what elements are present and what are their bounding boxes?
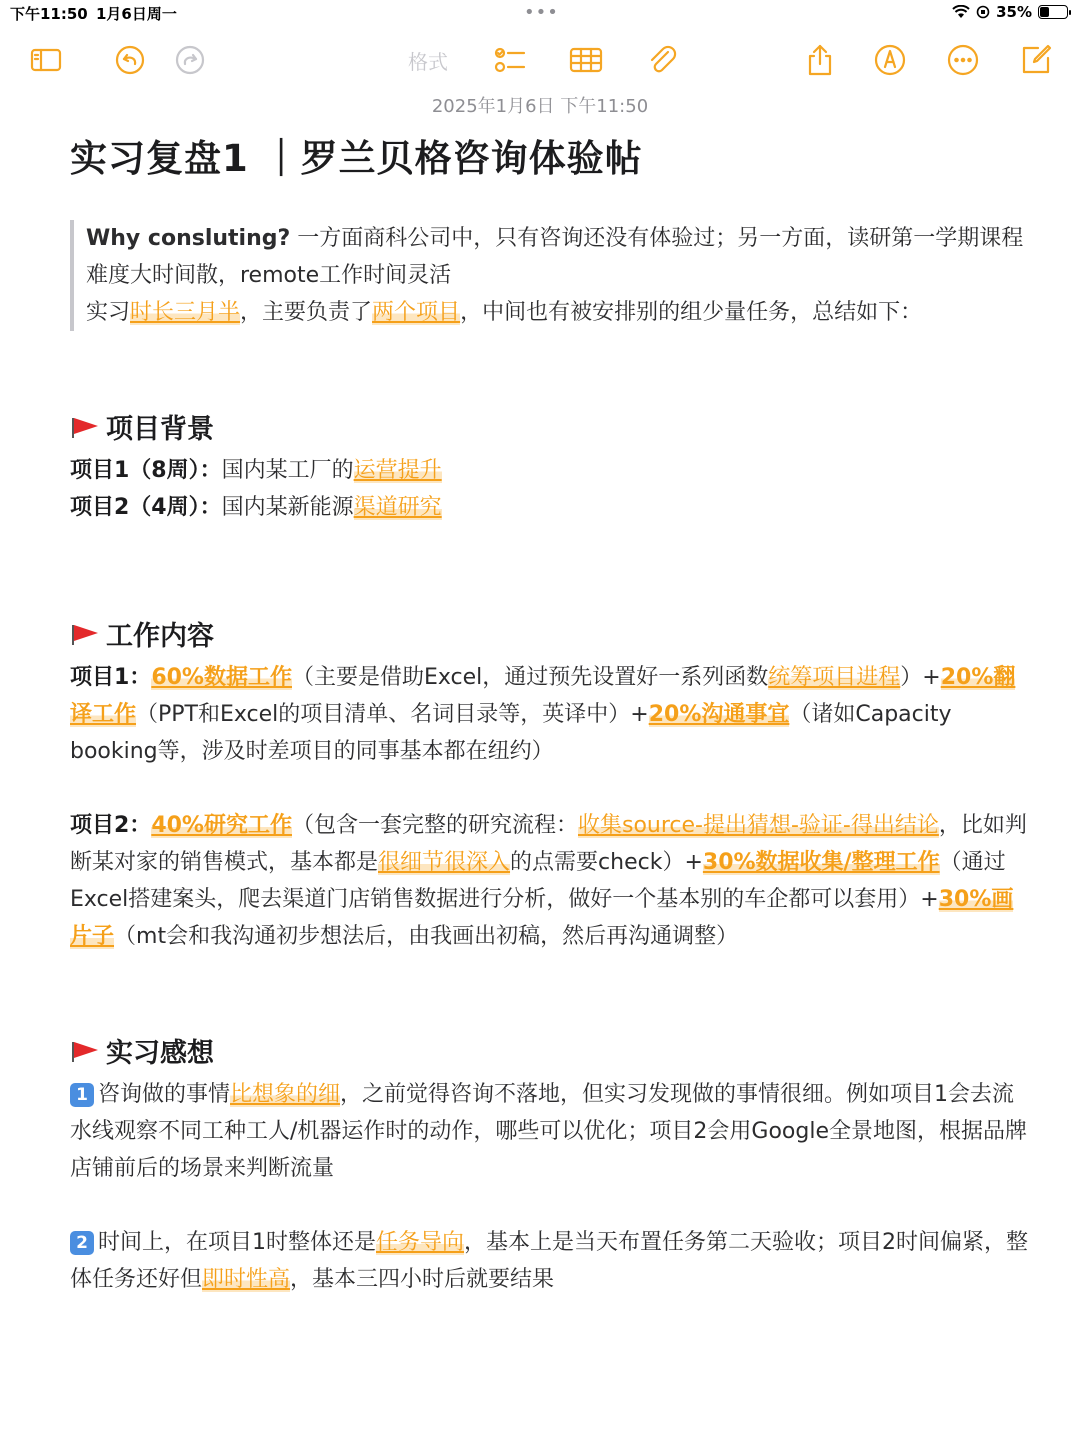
battery-percent: 35% <box>996 3 1032 21</box>
note-title[interactable]: 实习复盘1 ｜罗兰贝格咨询体验帖 <box>70 137 643 180</box>
format-button[interactable] <box>398 38 458 82</box>
battery-icon <box>1038 5 1068 19</box>
compose-button[interactable] <box>1016 38 1056 82</box>
work-project2-paragraph: 项目2：40%研究工作（包含一套完整的研究流程：收集source-提出猜想-验证-得出结论，比如判断某对家的销售模式，基本都是很细节很深入的点需要check）+30%数据收集/整理工作（通过Excel搭建案头，爬去渠道门店销售数据进行分析，做好一个基本别的车企都可以套用）+30%画片子（mt会和我沟通初步想法后，由我画出初稿，然后再沟通调整） <box>70 813 1027 949</box>
status-date: 1月6日周一 <box>96 5 177 23</box>
status-time: 下午11:50 <box>10 5 88 23</box>
toolbar <box>0 38 1080 82</box>
highlight-text: 20%沟通事宜 <box>648 702 790 727</box>
thoughts-point1: 1 咨询做的事情比想象的细，之前觉得咨询不落地，但实习发现做的事情很细。例如项目1会去流水线观察不同工种工人/机器运作时的动作，哪些可以优化；项目2会用Google全景地图，根据品牌店铺前后的场景来判断流量 <box>70 1082 1027 1181</box>
highlight-text: 渠道研究 <box>353 495 442 520</box>
thoughts-point2: 2 时间上，在项目1时整体还是任务导向，基本上是当天布置任务第二天验收；项目2时间偏紧，整体任务还好但即时性高，基本三四小时后就要结果 <box>70 1230 1029 1292</box>
share-icon <box>802 42 838 78</box>
status-bar <box>0 0 1080 28</box>
orientation-lock-icon <box>976 5 990 19</box>
highlight-text: 统筹项目进程 <box>768 665 901 690</box>
checklist-button[interactable] <box>490 38 530 82</box>
red-flag-icon <box>70 621 100 647</box>
redo-button[interactable] <box>170 38 210 82</box>
attachment-button[interactable] <box>642 38 682 82</box>
multitask-dots[interactable]: ••• <box>524 2 559 23</box>
keycap-number-2: 2 <box>70 1231 94 1255</box>
highlight-text: 收集source-提出猜想-验证-得出结论 <box>578 813 939 838</box>
sidebar-button[interactable] <box>26 38 66 82</box>
work-project1-paragraph: 项目1：60%数据工作（主要是借助Excel，通过预先设置好一系列函数统筹项目进程）+20%翻译工作（PPT和Excel的项目清单、名词目录等，英译中）+20%沟通事宜（诸如Capacity booking等，涉及时差项目的同事基本都在纽约） <box>70 665 1016 764</box>
highlight-text: 60%数据工作 <box>151 665 292 690</box>
keycap-number-1: 1 <box>70 1083 94 1107</box>
highlight-text: 很细节很深入 <box>378 850 511 875</box>
share-button[interactable] <box>800 38 840 82</box>
red-flag-icon <box>70 414 100 440</box>
section-heading-thoughts: 实习感想 <box>70 1031 1030 1070</box>
undo-icon <box>112 42 148 78</box>
checklist-icon <box>492 42 528 78</box>
section-heading-background: 项目背景 <box>70 407 1030 446</box>
note-body[interactable] <box>70 220 1030 1298</box>
markup-pen-icon <box>872 42 908 78</box>
background-paragraph: 项目1（8周）：国内某工厂的运营提升 项目2（4周）：国内某新能源渠道研究 <box>70 458 442 520</box>
note-created-date: 2025年1月6日 下午11:50 <box>431 96 649 117</box>
highlight-text: 20%翻译工作 <box>70 665 1016 727</box>
status-right <box>952 3 1068 21</box>
highlight-text: 运营提升 <box>353 458 442 483</box>
wifi-icon <box>952 5 970 19</box>
highlight-text: 40%研究工作 <box>151 813 292 838</box>
highlight-text: 任务导向 <box>376 1230 465 1255</box>
format-label: 格式 <box>408 49 448 74</box>
table-button[interactable] <box>566 38 606 82</box>
intro-line2: 实习时长三月半，主要负责了两个项目，中间也有被安排别的组少量任务，总结如下： <box>86 300 923 325</box>
highlight-text: 比想象的细 <box>230 1082 341 1107</box>
intro-line1: Why consluting? 一方面商科公司中，只有咨询还没有体验过；另一方面，读研第一学期课程难度大时间散，remote工作时间灵活 <box>86 226 1024 288</box>
redo-icon <box>172 42 208 78</box>
highlight-text: 两个项目 <box>372 300 461 325</box>
highlight-text: 时长三月半 <box>130 300 241 325</box>
more-button[interactable] <box>943 38 983 82</box>
intro-blockquote <box>70 220 1030 331</box>
red-flag-icon <box>70 1038 100 1064</box>
sidebar-icon <box>28 42 64 78</box>
highlight-text: 即时性高 <box>202 1267 291 1292</box>
more-icon <box>945 42 981 78</box>
highlight-text: 30%数据收集/整理工作 <box>702 850 940 875</box>
table-icon <box>568 42 604 78</box>
section-heading-work: 工作内容 <box>70 614 1030 653</box>
markup-button[interactable] <box>870 38 910 82</box>
undo-button[interactable] <box>110 38 150 82</box>
intro-question: Why consluting? <box>86 226 291 251</box>
compose-icon <box>1018 42 1054 78</box>
paperclip-icon <box>644 42 680 78</box>
highlight-text: 30%画片子 <box>70 887 1014 949</box>
